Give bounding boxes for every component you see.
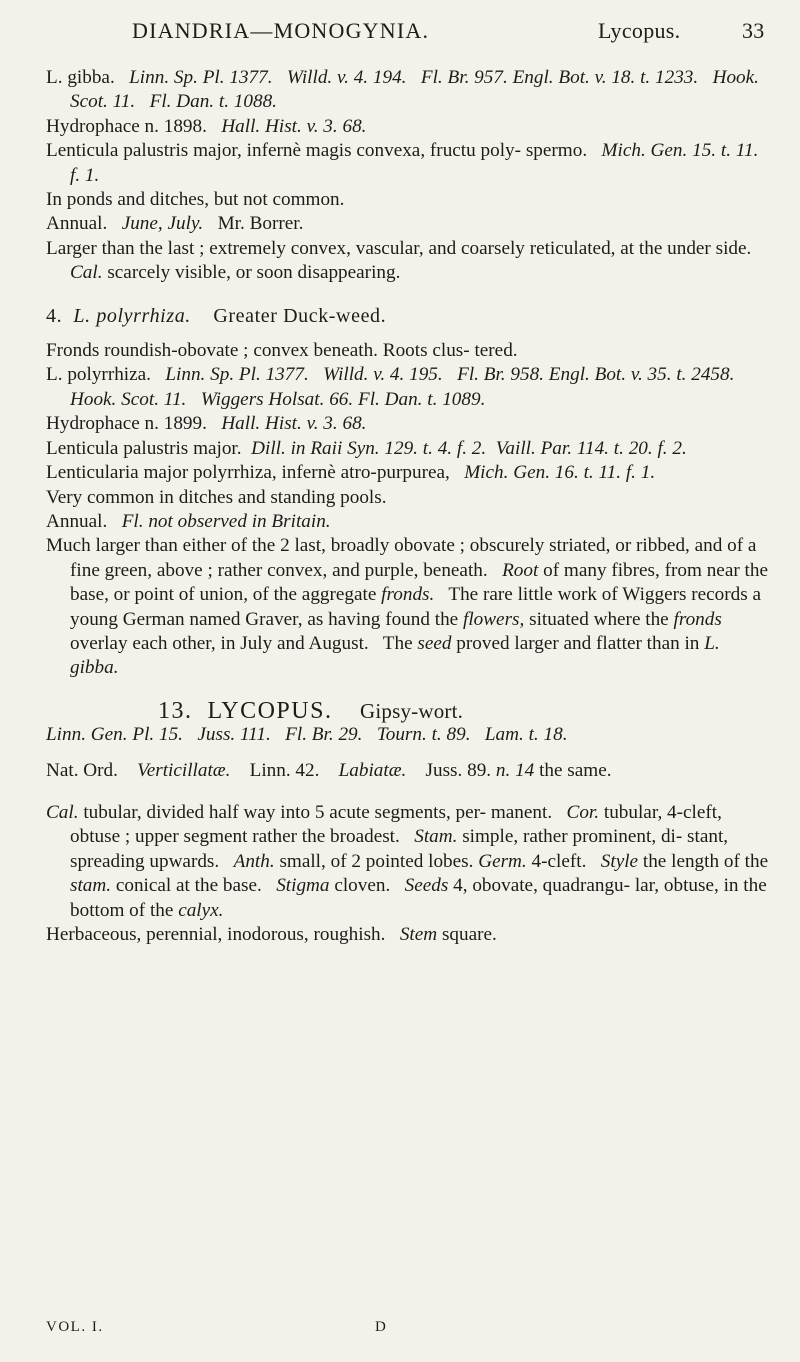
polyrrhiza-synonyms-3: Lenticula palustris major. Dill. in Raii Syn. 129. t. 4. f. 2. Vaill. Par. 114. t. 20. f. 2. (46, 437, 687, 459)
polyrrhiza-synonyms-2: Hydrophace n. 1899. Hall. Hist. v. 3. 68. (46, 413, 367, 435)
gibba-synonyms-2: Hydrophace n. 1898. Hall. Hist. v. 3. 68. (46, 115, 367, 137)
lycopus-references: Linn. Gen. Pl. 15. Juss. 111. Fl. Br. 29. Tourn. t. 89. Lam. t. 18. (46, 724, 568, 746)
lycopus-habit: Herbaceous, perennial, inodorous, roughish. Stem square. (46, 924, 497, 945)
lycopus-generic-character: Cal. tubular, divided half way into 5 acute segments, per- manent. Cor. tubular, 4-cleft, obtuse ; upper segment rather the broadest. Stam. simple, rather prominent, di- stant, spreading upwards. Anth. small, of 2 pointed lobes. Germ. 4-cleft. Style the length of the stam. conical at the base. Stigma cloven. Seeds 4, obovate, quadrangu- lar, obtuse, in the bottom of the calyx. (46, 801, 769, 921)
polyrrhiza-synonyms-1: L. polyrrhiza. Linn. Sp. Pl. 1377. Willd. v. 4. 195. Fl. Br. 958. Engl. Bot. v. 35. t. 2458. Hook. Scot. 11. Wiggers Holsat. 66. Fl. Dan. t. 1089. (46, 364, 735, 410)
running-header (0, 18, 800, 48)
gibba-description: Larger than the last ; extremely convex, vascular, and coarsely reticulated, at the under side. Cal. scarcely visible, or soon disappearing. (46, 237, 752, 284)
polyrrhiza-habitat: Very common in ditches and standing pools. (46, 486, 387, 508)
gibba-synonyms-1: L. gibba. Linn. Sp. Pl. 1377. Willd. v. 4. 194. Fl. Br. 957. Engl. Bot. v. 18. t. 1233. Hook. Scot. 11. Fl. Dan. t. 1088. (46, 67, 759, 113)
page-body (46, 66, 770, 947)
polyrrhiza-synonyms-4: Lenticularia major polyrrhiza, infernè atro-purpurea, Mich. Gen. 16. t. 11. f. 1. (46, 462, 656, 484)
gibba-synonyms-3: Lenticula palustris major, infernè magis convexa, fructu poly- spermo. Mich. Gen. 15. t. 11. f. 1. (46, 140, 759, 186)
polyrrhiza-duration: Annual. Fl. not observed in Britain. (46, 510, 331, 532)
page-number: 33 (742, 18, 765, 43)
polyrrhiza-diagnosis: Fronds roundish-obovate ; convex beneath. Roots clus- tered. (46, 340, 518, 362)
gibba-habitat: In ponds and ditches, but not common. (46, 189, 345, 211)
lycopus-natural-order: Nat. Ord. Verticillatæ. Linn. 42. Labiatæ. Juss. 89. n. 14 the same. (46, 759, 612, 781)
volume-mark: VOL. I. (46, 1319, 104, 1335)
polyrrhiza-description: Much larger than either of the 2 last, broadly obovate ; obscurely striated, or ribbed, and of a fine green, above ; rather convex, and purple, beneath. Root of many fibres, from near the base, or point of union, of the aggregate fronds. The rare little work of Wiggers records a young German named Graver, as having found the flowers, situated where the fronds overlay each other, in July and August. The seed proved larger and flatter than in L. gibba. (46, 535, 768, 679)
genus-heading-lycopus: 13. LYCOPUS. Gipsy-wort. (158, 697, 464, 724)
running-title: DIANDRIA—MONOGYNIA. (132, 18, 430, 43)
species-heading-polyrrhiza: 4. L. polyrrhiza. Greater Duck-weed. (46, 304, 387, 327)
header-genus: Lycopus. (598, 18, 681, 43)
signature-mark: D (375, 1319, 388, 1335)
gibba-duration: Annual. June, July. Mr. Borrer. (46, 213, 304, 235)
